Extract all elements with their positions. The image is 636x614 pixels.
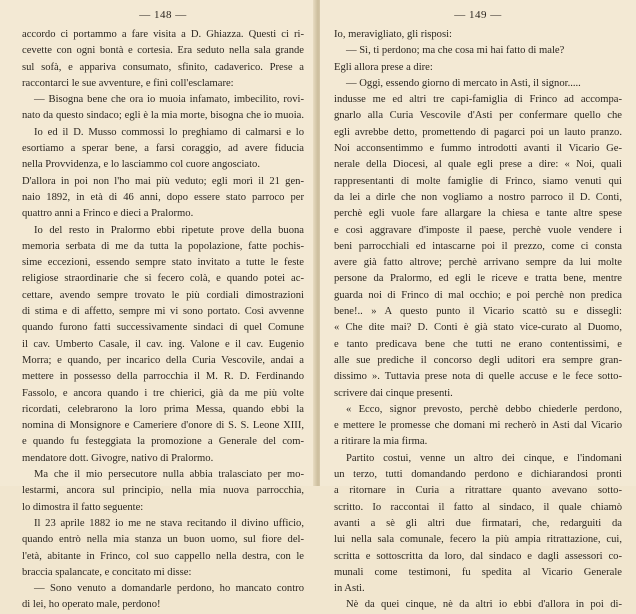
text-line: un terzo, tutti domandando perdono e dichiarandosi pronti [334,469,622,481]
text-line: cevette con ogni bontà e cortesia. Era seduto nella sala grande [22,45,304,57]
text-line: mendatore dott. Givogre, nativo di Pralormo. [22,452,214,464]
text-line: a ritornare in Curia a ritrattare quanto avevano sotto- [334,485,622,497]
text-line: indusse me ed altri tre capi-famiglia di Frinco ad accompa- [334,94,622,106]
text-line: esortiamo a sperar bene, a farsi coraggio, ad avere fiducia [22,143,304,155]
text-line: raccontarci le sue avventure, e finì coll'esclamare: [22,77,234,89]
text-line: quattro anni a Frinco e dieci a Pralormo. [22,208,194,220]
text-line: beni parrocchiali ed intascarne poi il prezzo, come ci consta [334,240,622,252]
text-line: lo dimostra il fatto seguente: [22,501,144,513]
text-line: memoria serbata di me da tutta la popolazione, fatte pochis- [22,240,304,252]
text-line: di lei, ho operato male, perdono! [22,599,161,611]
text-line: cettare, avendo sempre trovato le più cordiali dimostrazioni [22,289,304,301]
text-line: Io del resto in Pralormo ebbi ripetute prove della buona [34,224,304,236]
text-line: il cav. Umberto Casale, il cav. ing. Valone e il cav. Eugenio [22,338,304,350]
text-line: Io ed il D. Musso commossi lo preghiamo di calmarsi e lo [34,126,304,138]
right-page [320,0,636,611]
text-line: e così aggravare d'imposte il paese, perchè vuole vendere i [334,224,622,236]
text-line: e quando fu festeggiata la promozione a Generale del com- [22,436,304,448]
text-line: — Bisogna bene che ora io muoia infamato, imbecilito, rovi- [34,94,304,106]
text-line: — Sì, ti perdono; ma che cosa mi hai fatto di male? [346,45,565,57]
text-line: e mettere le promesse che domani mi recherò in Asti dal Vicario [334,420,622,432]
text-line: quando entrò nella mia stanza un buon uomo, sul fiore del- [22,534,304,546]
text-line: Il 23 aprile 1882 io me ne stava recitando il divino ufficio, [34,517,304,529]
text-line: da lei a dirle che non vogliamo a nostro parroco il D. Conti, [334,191,622,203]
text-line: munali come testimoni, fu spedita al Vicario Generale [334,566,622,578]
text-line: religiose straordinarie che si fecero colà, e quando potei ac- [22,273,304,285]
left-page-text [22,27,304,614]
text-line: lestarmi, ancora sul principio, nella mia nuova parrocchia, [22,485,304,497]
text-line: Io, meravigliato, gli risposi: [334,29,452,40]
text-line: di stima e di affetto, sempre mi vi sono portato. Così avvenne [22,306,304,318]
text-line: Nè da quei cinque, nè da altri io ebbi d'allora in poi di- [346,599,622,611]
text-line: sul sofà, e appariva consumato, sfinito, cadaverico. Prese a [22,61,304,73]
text-line: Ma che il mio persecutore nulla abbia tralasciato per mo- [34,469,304,481]
text-line: rappresentanti di molte famiglie di Frinco, siamo venuti qui [334,175,622,187]
left-page [0,0,316,611]
text-line: Fassolo, e ancora quando i tre chierici, già da me più volte [22,387,304,399]
text-line: perchè egli vuole fare allargare la chiesa e tante altre spese [334,208,622,220]
text-line: gnarlo alla Curia Vescovile d'Asti per confermare quello che [334,110,622,122]
text-line: e tanto predicava bene che tutti ne erano contentissimi, e [334,338,622,350]
text-line: avere già fatto altrove; perchè arrivano sempre da lui molte [334,257,622,269]
text-line: alle sue prediche il concorso degli uditori era sempre gran- [334,354,622,366]
text-line: scritto. Io raccontai il fatto al sindaco, il quale chiamò [334,501,622,513]
text-line: accordo ci portammo a fare visita a D. Ghiazza. Questi ci ri- [22,29,304,40]
right-page-number: — 149 — [454,9,502,21]
text-line: nato da questo sindaco; egli è la mia morte, bisogna che io muoia. [22,110,304,122]
text-line: egli avrebbe detto, promettendo di pagarci poi un lauto pranzo. [334,126,622,138]
left-page-number: — 148 — [139,9,187,21]
text-line: nerale della Diocesi, al quale egli prese a dire: « Noi, quali [334,159,622,171]
text-line: — Sono venuto a domandarle perdono, ho mancato contro [34,583,304,595]
text-line: avanti a sè gli altri due firmatari, che, redarguiti da [334,517,622,529]
text-line: « Che dite mai? D. Conti è già stato vice-curato al Duomo, [334,322,622,334]
text-line: persone da Pralormo, ed egli le riceve e tratta bene, mentre [334,273,622,285]
right-page-text [334,27,622,614]
text-line: naio 1892, in età di 46 anni, dopo essere stato parroco per [22,191,304,203]
text-line: Noi acconsentimmo e fummo introdotti avanti il Vicario Ge- [334,143,622,155]
text-line: dissimo ». Tuttavia prese nota di quelle accuse e le fece sotto- [334,371,622,383]
text-line: « Ecco, signor prevosto, perchè debbo chiederle perdono, [346,403,622,415]
text-line: l'età, abitante in Frinco, col suo cappello nella destra, con le [22,550,304,562]
text-line: guarda noi di Frinco di mal occhio; e poi perchè non predica [334,289,622,301]
text-line: scritta e sottoscritta da loro, dal sindaco e dagli assessori co- [334,550,622,562]
text-line: in Asti. [334,583,365,595]
text-line: quando furono fatti successivamente sindaci di quel Comune [22,322,304,334]
text-line: bene!.. » A questo punto il Vicario scattò su e dissegli: [334,306,622,318]
text-line: — Oggi, essendo giorno di mercato in Asti, il signor..... [346,77,581,89]
text-line: sime eccezioni, essendo sempre stato invitato a tutte le feste [22,257,304,269]
text-line: a ritirare la mia firma. [334,436,428,448]
text-line: Morra; e quando, per incarico della Curia Vescovile, andai a [22,354,304,366]
text-line: lui nella sala comunale, fecero la più ampia ritrattazione, cui, [334,534,622,546]
text-line: ricordati, celebrarono la loro prima Messa, quando ebbi la [22,403,304,415]
text-line: mettere in possesso della parrocchia il M. R. D. Ferdinando [22,371,304,383]
text-line: D'allora in poi non l'ho mai più veduto; egli morì il 21 gen- [22,175,304,187]
text-line: nella Provvidenza, e lo lasciammo col cuore angosciato. [22,159,260,171]
text-line: Partito costui, venne un altro dei cinque, e l'indomani [346,452,622,464]
text-line: nomina di Monsignore e Cameriere d'onore di S. S. Leone XIII, [22,420,304,432]
text-line: scrivere dai cinque presenti. [334,387,453,399]
text-line: Egli allora prese a dire: [334,61,433,73]
text-line: braccia spalancate, e concitato mi disse: [22,566,192,578]
